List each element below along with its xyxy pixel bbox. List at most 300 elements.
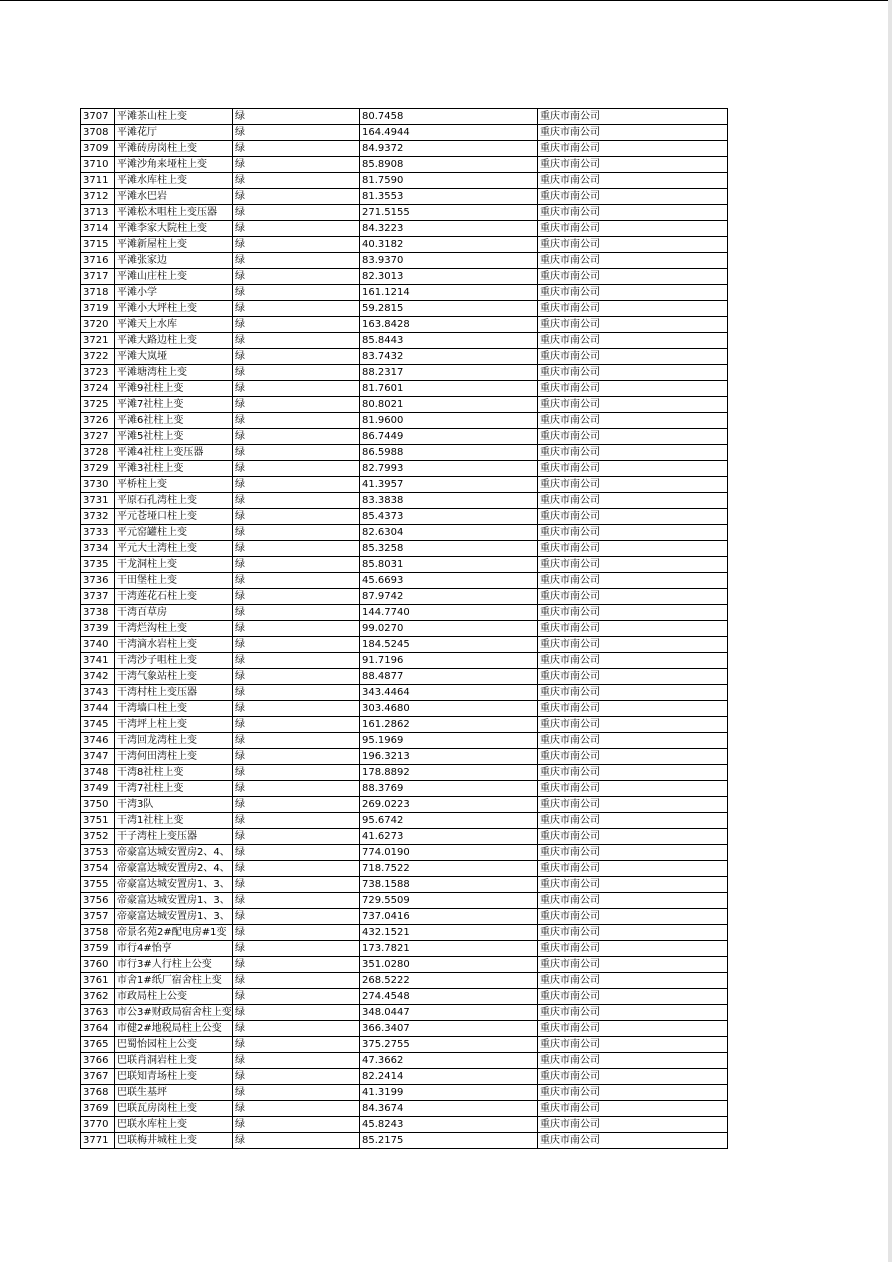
value-cell: 47.3662 — [360, 1053, 538, 1069]
company-cell: 重庆市南公司 — [538, 1053, 728, 1069]
value-cell: 303.4680 — [360, 701, 538, 717]
table-row — [81, 605, 728, 621]
table-row — [81, 1021, 728, 1037]
value-cell: 59.2815 — [360, 301, 538, 317]
row-id-cell: 3722 — [81, 349, 115, 365]
value-cell: 82.6304 — [360, 525, 538, 541]
station-name-cell: 市舍1#纸厂宿舍柱上变 — [115, 973, 233, 989]
value-cell: 41.6273 — [360, 829, 538, 845]
station-name-cell: 平滩新屋柱上变 — [115, 237, 233, 253]
status-cell: 绿 — [233, 861, 360, 877]
table-row — [81, 973, 728, 989]
status-cell: 绿 — [233, 157, 360, 173]
company-cell: 重庆市南公司 — [538, 573, 728, 589]
table-row — [81, 941, 728, 957]
company-cell: 重庆市南公司 — [538, 125, 728, 141]
station-name-cell: 帝景名苑2#配电房#1变 — [115, 925, 233, 941]
table-row — [81, 573, 728, 589]
table-row — [81, 173, 728, 189]
table-row — [81, 157, 728, 173]
station-name-cell: 平元苍垭口柱上变 — [115, 509, 233, 525]
table-row — [81, 765, 728, 781]
value-cell: 95.1969 — [360, 733, 538, 749]
status-cell: 绿 — [233, 941, 360, 957]
value-cell: 271.5155 — [360, 205, 538, 221]
station-name-cell: 平滩6社柱上变 — [115, 413, 233, 429]
company-cell: 重庆市南公司 — [538, 1005, 728, 1021]
station-name-cell: 帝豪富达城安置房1、3、 — [115, 877, 233, 893]
row-id-cell: 3708 — [81, 125, 115, 141]
value-cell: 85.3258 — [360, 541, 538, 557]
value-cell: 81.9600 — [360, 413, 538, 429]
value-cell: 45.8243 — [360, 1117, 538, 1133]
row-id-cell: 3732 — [81, 509, 115, 525]
table-row — [81, 1005, 728, 1021]
status-cell: 绿 — [233, 813, 360, 829]
row-id-cell: 3752 — [81, 829, 115, 845]
row-id-cell: 3763 — [81, 1005, 115, 1021]
station-name-cell: 市公3#财政局宿舍柱上变 — [115, 1005, 233, 1021]
row-id-cell: 3720 — [81, 317, 115, 333]
status-cell: 绿 — [233, 221, 360, 237]
status-cell: 绿 — [233, 301, 360, 317]
value-cell: 81.7601 — [360, 381, 538, 397]
table-row — [81, 493, 728, 509]
company-cell: 重庆市南公司 — [538, 1133, 728, 1149]
station-name-cell: 帝豪富达城安置房1、3、 — [115, 893, 233, 909]
company-cell: 重庆市南公司 — [538, 477, 728, 493]
company-cell: 重庆市南公司 — [538, 429, 728, 445]
value-cell: 268.5222 — [360, 973, 538, 989]
company-cell: 重庆市南公司 — [538, 925, 728, 941]
table-row — [81, 1085, 728, 1101]
row-id-cell: 3768 — [81, 1085, 115, 1101]
status-cell: 绿 — [233, 365, 360, 381]
company-cell: 重庆市南公司 — [538, 733, 728, 749]
station-name-cell: 平滩水巴岩 — [115, 189, 233, 205]
row-id-cell: 3762 — [81, 989, 115, 1005]
row-id-cell: 3723 — [81, 365, 115, 381]
status-cell: 绿 — [233, 893, 360, 909]
row-id-cell: 3730 — [81, 477, 115, 493]
station-name-cell: 平桥柱上变 — [115, 477, 233, 493]
station-name-cell: 巴联生基坪 — [115, 1085, 233, 1101]
row-id-cell: 3707 — [81, 109, 115, 125]
table-row — [81, 541, 728, 557]
table-row — [81, 1037, 728, 1053]
status-cell: 绿 — [233, 1117, 360, 1133]
value-cell: 432.1521 — [360, 925, 538, 941]
row-id-cell: 3714 — [81, 221, 115, 237]
company-cell: 重庆市南公司 — [538, 637, 728, 653]
status-cell: 绿 — [233, 829, 360, 845]
station-name-cell: 平元窑罐柱上变 — [115, 525, 233, 541]
table-row — [81, 733, 728, 749]
status-cell: 绿 — [233, 189, 360, 205]
table-row — [81, 141, 728, 157]
status-cell: 绿 — [233, 349, 360, 365]
row-id-cell: 3767 — [81, 1069, 115, 1085]
company-cell: 重庆市南公司 — [538, 893, 728, 909]
table-row — [81, 957, 728, 973]
row-id-cell: 3769 — [81, 1101, 115, 1117]
company-cell: 重庆市南公司 — [538, 1117, 728, 1133]
station-name-cell: 平滩张家边 — [115, 253, 233, 269]
company-cell: 重庆市南公司 — [538, 989, 728, 1005]
row-id-cell: 3735 — [81, 557, 115, 573]
table-row — [81, 861, 728, 877]
company-cell: 重庆市南公司 — [538, 813, 728, 829]
table-row — [81, 909, 728, 925]
station-name-cell: 平滩4社柱上变压器 — [115, 445, 233, 461]
value-cell: 85.8908 — [360, 157, 538, 173]
station-name-cell: 平滩水库柱上变 — [115, 173, 233, 189]
status-cell: 绿 — [233, 445, 360, 461]
row-id-cell: 3750 — [81, 797, 115, 813]
table-row — [81, 1117, 728, 1133]
top-border-line — [0, 0, 888, 1]
row-id-cell: 3717 — [81, 269, 115, 285]
station-name-cell: 平滩小大坪柱上变 — [115, 301, 233, 317]
status-cell: 绿 — [233, 749, 360, 765]
value-cell: 84.3223 — [360, 221, 538, 237]
value-cell: 173.7821 — [360, 941, 538, 957]
table-row — [81, 877, 728, 893]
status-cell: 绿 — [233, 797, 360, 813]
row-id-cell: 3754 — [81, 861, 115, 877]
row-id-cell: 3745 — [81, 717, 115, 733]
row-id-cell: 3747 — [81, 749, 115, 765]
table-row — [81, 989, 728, 1005]
station-name-cell: 巴联知青场柱上变 — [115, 1069, 233, 1085]
value-cell: 82.3013 — [360, 269, 538, 285]
value-cell: 738.1588 — [360, 877, 538, 893]
station-name-cell: 干湾坪上柱上变 — [115, 717, 233, 733]
row-id-cell: 3756 — [81, 893, 115, 909]
value-cell: 178.8892 — [360, 765, 538, 781]
status-cell: 绿 — [233, 733, 360, 749]
table-row — [81, 109, 728, 125]
company-cell: 重庆市南公司 — [538, 797, 728, 813]
status-cell: 绿 — [233, 141, 360, 157]
station-name-cell: 干湾莲花石柱上变 — [115, 589, 233, 605]
value-cell: 366.3407 — [360, 1021, 538, 1037]
station-name-cell: 平滩7社柱上变 — [115, 397, 233, 413]
status-cell: 绿 — [233, 237, 360, 253]
value-cell: 144.7740 — [360, 605, 538, 621]
company-cell: 重庆市南公司 — [538, 621, 728, 637]
station-name-cell: 平滩大岚垭 — [115, 349, 233, 365]
company-cell: 重庆市南公司 — [538, 653, 728, 669]
status-cell: 绿 — [233, 1085, 360, 1101]
station-name-cell: 干湾滴水岩柱上变 — [115, 637, 233, 653]
company-cell: 重庆市南公司 — [538, 1037, 728, 1053]
status-cell: 绿 — [233, 605, 360, 621]
value-cell: 375.2755 — [360, 1037, 538, 1053]
value-cell: 82.7993 — [360, 461, 538, 477]
table-row — [81, 509, 728, 525]
company-cell: 重庆市南公司 — [538, 285, 728, 301]
table-row — [81, 317, 728, 333]
company-cell: 重庆市南公司 — [538, 317, 728, 333]
company-cell: 重庆市南公司 — [538, 1069, 728, 1085]
row-id-cell: 3739 — [81, 621, 115, 637]
value-cell: 81.7590 — [360, 173, 538, 189]
row-id-cell: 3742 — [81, 669, 115, 685]
status-cell: 绿 — [233, 317, 360, 333]
station-name-cell: 干湾百草房 — [115, 605, 233, 621]
status-cell: 绿 — [233, 621, 360, 637]
row-id-cell: 3731 — [81, 493, 115, 509]
table-row — [81, 1101, 728, 1117]
data-table — [80, 108, 728, 1149]
value-cell: 163.8428 — [360, 317, 538, 333]
value-cell: 774.0190 — [360, 845, 538, 861]
status-cell: 绿 — [233, 109, 360, 125]
company-cell: 重庆市南公司 — [538, 365, 728, 381]
table-row — [81, 445, 728, 461]
status-cell: 绿 — [233, 925, 360, 941]
row-id-cell: 3727 — [81, 429, 115, 445]
value-cell: 718.7522 — [360, 861, 538, 877]
row-id-cell: 3741 — [81, 653, 115, 669]
table-row — [81, 653, 728, 669]
value-cell: 351.0280 — [360, 957, 538, 973]
row-id-cell: 3734 — [81, 541, 115, 557]
row-id-cell: 3725 — [81, 397, 115, 413]
table-row — [81, 893, 728, 909]
status-cell: 绿 — [233, 1133, 360, 1149]
status-cell: 绿 — [233, 877, 360, 893]
status-cell: 绿 — [233, 333, 360, 349]
company-cell: 重庆市南公司 — [538, 973, 728, 989]
company-cell: 重庆市南公司 — [538, 461, 728, 477]
table-row — [81, 125, 728, 141]
value-cell: 343.4464 — [360, 685, 538, 701]
status-cell: 绿 — [233, 173, 360, 189]
company-cell: 重庆市南公司 — [538, 349, 728, 365]
company-cell: 重庆市南公司 — [538, 957, 728, 973]
status-cell: 绿 — [233, 269, 360, 285]
table-row — [81, 1053, 728, 1069]
station-name-cell: 巴蜀怡园柱上公变 — [115, 1037, 233, 1053]
station-name-cell: 平滩塘湾柱上变 — [115, 365, 233, 381]
station-name-cell: 干湾3队 — [115, 797, 233, 813]
station-name-cell: 干湾沙子咀柱上变 — [115, 653, 233, 669]
station-name-cell: 帝豪富达城安置房1、3、 — [115, 909, 233, 925]
value-cell: 85.8031 — [360, 557, 538, 573]
station-name-cell: 平滩松木咀柱上变压器 — [115, 205, 233, 221]
station-name-cell: 干子湾柱上变压器 — [115, 829, 233, 845]
status-cell: 绿 — [233, 125, 360, 141]
table-row — [81, 701, 728, 717]
status-cell: 绿 — [233, 1005, 360, 1021]
table-row — [81, 717, 728, 733]
table-row — [81, 333, 728, 349]
row-id-cell: 3771 — [81, 1133, 115, 1149]
status-cell: 绿 — [233, 509, 360, 525]
status-cell: 绿 — [233, 285, 360, 301]
row-id-cell: 3718 — [81, 285, 115, 301]
status-cell: 绿 — [233, 477, 360, 493]
table-row — [81, 813, 728, 829]
company-cell: 重庆市南公司 — [538, 221, 728, 237]
row-id-cell: 3726 — [81, 413, 115, 429]
page-edge — [888, 0, 892, 1262]
row-id-cell: 3755 — [81, 877, 115, 893]
value-cell: 81.3553 — [360, 189, 538, 205]
row-id-cell: 3721 — [81, 333, 115, 349]
row-id-cell: 3746 — [81, 733, 115, 749]
company-cell: 重庆市南公司 — [538, 269, 728, 285]
row-id-cell: 3713 — [81, 205, 115, 221]
table-row — [81, 589, 728, 605]
value-cell: 269.0223 — [360, 797, 538, 813]
status-cell: 绿 — [233, 573, 360, 589]
row-id-cell: 3729 — [81, 461, 115, 477]
status-cell: 绿 — [233, 701, 360, 717]
company-cell: 重庆市南公司 — [538, 1085, 728, 1101]
value-cell: 83.7432 — [360, 349, 538, 365]
company-cell: 重庆市南公司 — [538, 861, 728, 877]
row-id-cell: 3740 — [81, 637, 115, 653]
value-cell: 41.3957 — [360, 477, 538, 493]
table-row — [81, 189, 728, 205]
station-name-cell: 平滩大路边柱上变 — [115, 333, 233, 349]
station-name-cell: 平滩花厅 — [115, 125, 233, 141]
row-id-cell: 3737 — [81, 589, 115, 605]
status-cell: 绿 — [233, 413, 360, 429]
company-cell: 重庆市南公司 — [538, 413, 728, 429]
station-name-cell: 平滩李家大院柱上变 — [115, 221, 233, 237]
company-cell: 重庆市南公司 — [538, 333, 728, 349]
company-cell: 重庆市南公司 — [538, 781, 728, 797]
company-cell: 重庆市南公司 — [538, 205, 728, 221]
status-cell: 绿 — [233, 253, 360, 269]
row-id-cell: 3736 — [81, 573, 115, 589]
status-cell: 绿 — [233, 637, 360, 653]
status-cell: 绿 — [233, 429, 360, 445]
station-name-cell: 平滩5社柱上变 — [115, 429, 233, 445]
value-cell: 95.6742 — [360, 813, 538, 829]
value-cell: 83.3838 — [360, 493, 538, 509]
table-row — [81, 397, 728, 413]
status-cell: 绿 — [233, 205, 360, 221]
status-cell: 绿 — [233, 557, 360, 573]
station-name-cell: 干田堡柱上变 — [115, 573, 233, 589]
table-row — [81, 221, 728, 237]
table-body — [81, 109, 728, 1149]
row-id-cell: 3712 — [81, 189, 115, 205]
station-name-cell: 干湾回龙湾柱上变 — [115, 733, 233, 749]
value-cell: 184.5245 — [360, 637, 538, 653]
station-name-cell: 平滩小学 — [115, 285, 233, 301]
company-cell: 重庆市南公司 — [538, 605, 728, 621]
row-id-cell: 3760 — [81, 957, 115, 973]
value-cell: 84.9372 — [360, 141, 538, 157]
company-cell: 重庆市南公司 — [538, 829, 728, 845]
table-row — [81, 253, 728, 269]
station-name-cell: 干湾气象站柱上变 — [115, 669, 233, 685]
station-name-cell: 巴联肖洞岩柱上变 — [115, 1053, 233, 1069]
table-row — [81, 461, 728, 477]
company-cell: 重庆市南公司 — [538, 765, 728, 781]
station-name-cell: 市行4#怡亨 — [115, 941, 233, 957]
row-id-cell: 3716 — [81, 253, 115, 269]
status-cell: 绿 — [233, 541, 360, 557]
row-id-cell: 3733 — [81, 525, 115, 541]
value-cell: 99.0270 — [360, 621, 538, 637]
value-cell: 86.5988 — [360, 445, 538, 461]
status-cell: 绿 — [233, 1069, 360, 1085]
table-row — [81, 205, 728, 221]
value-cell: 87.9742 — [360, 589, 538, 605]
value-cell: 41.3199 — [360, 1085, 538, 1101]
company-cell: 重庆市南公司 — [538, 909, 728, 925]
row-id-cell: 3738 — [81, 605, 115, 621]
table-row — [81, 685, 728, 701]
station-name-cell: 平滩9社柱上变 — [115, 381, 233, 397]
station-name-cell: 平滩沙角来垭柱上变 — [115, 157, 233, 173]
table-row — [81, 669, 728, 685]
table-row — [81, 829, 728, 845]
company-cell: 重庆市南公司 — [538, 685, 728, 701]
company-cell: 重庆市南公司 — [538, 301, 728, 317]
table-row — [81, 349, 728, 365]
value-cell: 85.8443 — [360, 333, 538, 349]
company-cell: 重庆市南公司 — [538, 509, 728, 525]
status-cell: 绿 — [233, 397, 360, 413]
status-cell: 绿 — [233, 781, 360, 797]
company-cell: 重庆市南公司 — [538, 381, 728, 397]
value-cell: 80.7458 — [360, 109, 538, 125]
station-name-cell: 干湾7社柱上变 — [115, 781, 233, 797]
company-cell: 重庆市南公司 — [538, 397, 728, 413]
station-name-cell: 平元大土湾柱上变 — [115, 541, 233, 557]
status-cell: 绿 — [233, 845, 360, 861]
table-row — [81, 477, 728, 493]
company-cell: 重庆市南公司 — [538, 557, 728, 573]
value-cell: 86.7449 — [360, 429, 538, 445]
company-cell: 重庆市南公司 — [538, 445, 728, 461]
status-cell: 绿 — [233, 525, 360, 541]
table-row — [81, 1069, 728, 1085]
row-id-cell: 3758 — [81, 925, 115, 941]
station-name-cell: 帝豪富达城安置房2、4、 — [115, 861, 233, 877]
station-name-cell: 干湾墙口柱上变 — [115, 701, 233, 717]
value-cell: 161.2862 — [360, 717, 538, 733]
station-name-cell: 市行3#人行柱上公变 — [115, 957, 233, 973]
company-cell: 重庆市南公司 — [538, 845, 728, 861]
status-cell: 绿 — [233, 973, 360, 989]
status-cell: 绿 — [233, 909, 360, 925]
row-id-cell: 3764 — [81, 1021, 115, 1037]
table-row — [81, 285, 728, 301]
row-id-cell: 3710 — [81, 157, 115, 173]
station-name-cell: 干龙洞柱上变 — [115, 557, 233, 573]
value-cell: 348.0447 — [360, 1005, 538, 1021]
value-cell: 40.3182 — [360, 237, 538, 253]
status-cell: 绿 — [233, 589, 360, 605]
company-cell: 重庆市南公司 — [538, 253, 728, 269]
table-row — [81, 925, 728, 941]
table-row — [81, 413, 728, 429]
status-cell: 绿 — [233, 1021, 360, 1037]
company-cell: 重庆市南公司 — [538, 189, 728, 205]
company-cell: 重庆市南公司 — [538, 717, 728, 733]
station-name-cell: 干湾8社柱上变 — [115, 765, 233, 781]
company-cell: 重庆市南公司 — [538, 109, 728, 125]
